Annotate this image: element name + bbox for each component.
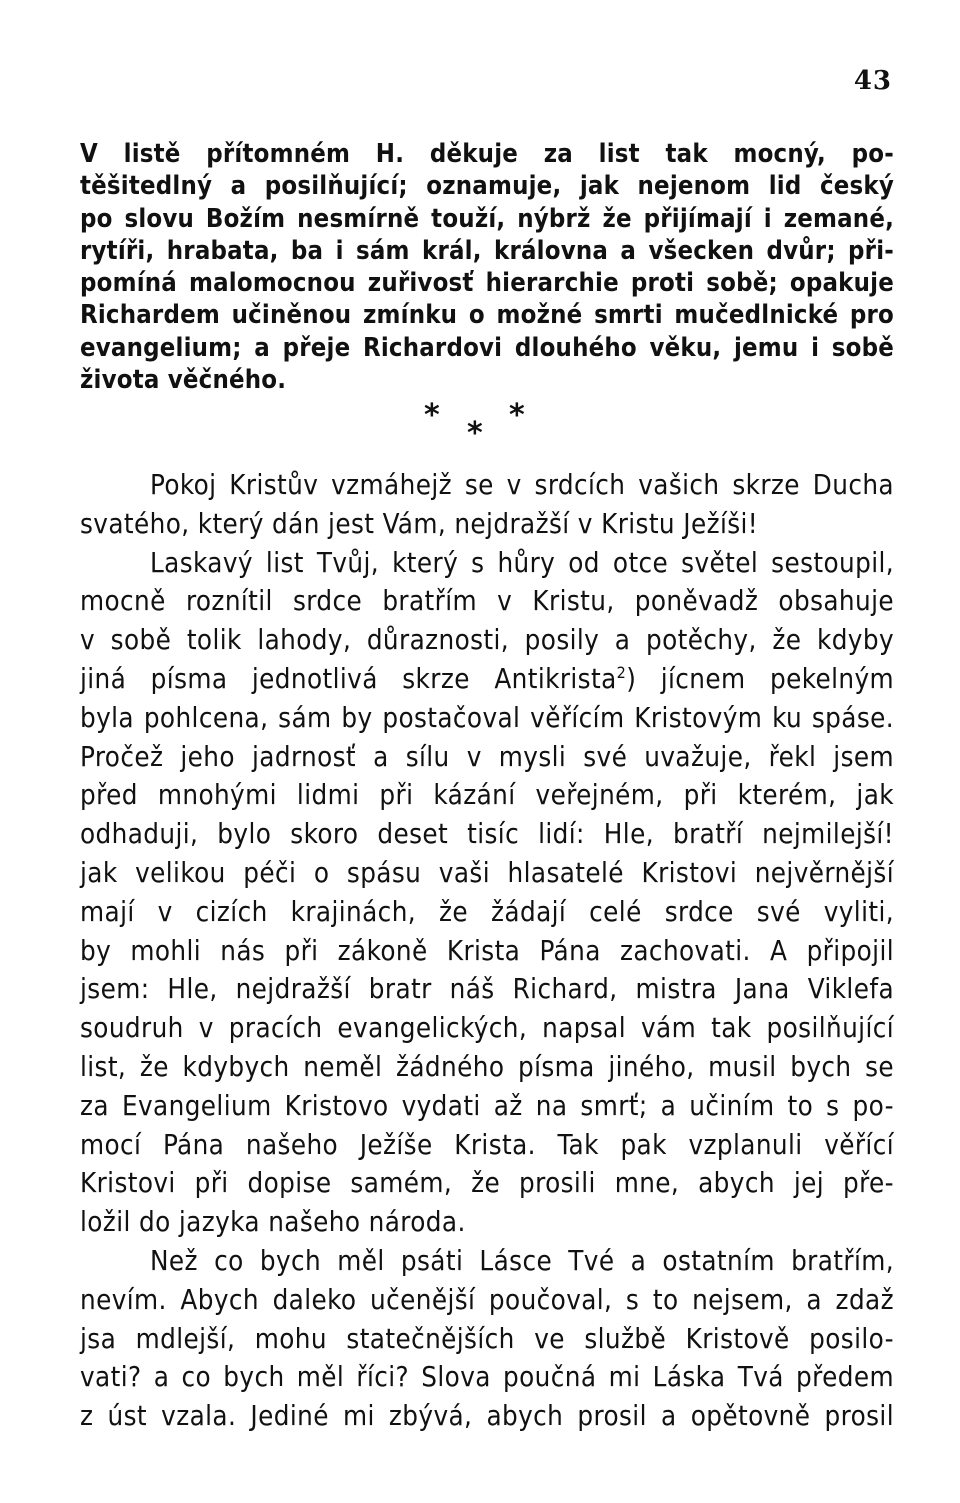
page-number: 43 [853,66,892,96]
body-line: jsa mdlejší, mohu statečnějších ve službě Kristově posilo- [80,1322,894,1355]
body-line: před mnohými lidmi při kázání veřejném, při kterém, jak [80,779,894,812]
body-line: odhaduji, bylo skoro deset tisíc lidí: Hle, bratří nejmilejší! [80,818,894,851]
summary-line: po slovu Božím nesmírně touží, nýbrž že přijímají i zemané, [80,203,894,234]
body-line: byla pohlcena, sám by postačoval věřícím Kristovým ku spáse. [80,701,894,734]
body-line: Laskavý list Tvůj, který s hůry od otce světel sestoupil, [150,546,894,579]
body-line: mocně roznítil srdce bratřím v Kristu, poněvadž obsahuje [80,585,894,618]
body-line-head: jiná písma jednotlivá skrze Antikrista [80,662,617,695]
summary-line: těšitedlný a posilňující; oznamuje, jak nejenom lid český [80,171,894,202]
body-line: by mohli nás při zákoně Krista Pána zachovati. A připojil [80,934,894,967]
asterisk: * [467,416,483,451]
body-line-with-footnote [80,660,894,699]
asterisk: * [509,398,525,433]
body-line: mocí Pána našeho Ježíše Krista. Tak pak vzplanuli věřící [80,1128,894,1161]
footnote-marker[interactable]: 2 [616,662,627,682]
summary-line: evangelium; a přeje Richardovi dlouhého věku, jemu i sobě [80,332,894,363]
body-line: Než co bych měl psáti Lásce Tvé a ostatním bratřím, [150,1244,894,1277]
body-line: ložil do jazyka našeho národa. [80,1206,466,1239]
body-line: vati? a co bych měl říci? Slova poučná mi Láska Tvá předem [80,1361,894,1394]
body-line: Pročež jeho jadrnosť a sílu v mysli své uvažuje, řekl jsem [80,740,894,773]
body-line: za Evangelium Kristovo vydati až na smrť; a učiním to s po- [80,1089,894,1122]
body-line-tail: ) jícnem pekelným [626,662,895,695]
body-line: soudruh v pracích evangelických, napsal vám tak posilňující [80,1012,894,1045]
body-line: jsem: Hle, nejdražší bratr náš Richard, mistra Jana Viklefa [80,973,894,1006]
body-line: v sobě tolik lahody, důraznosti, posily a potěchy, že kdyby [80,624,894,657]
body-line: Pokoj Kristův vzmáhejž se v srdcích vašich skrze Ducha [150,469,894,501]
body-line: z úst vzala. Jediné mi zbývá, abych prosil a opětovně prosil [80,1400,894,1433]
summary-line: pomíná malomocnou zuřivosť hierarchie proti sobě; opakuje [80,268,894,299]
body-line: mají v cizích krajinách, že žádají celé srdce své vyliti, [80,895,894,928]
body-line: jak velikou péči o spásu vaši hlasatelé Kristovi nejvěrnější [80,856,894,889]
summary-line: Richardem učiněnou zmínku o možné smrti mučedlnické pro [80,300,894,331]
letter-summary [80,138,894,396]
summary-line: V listě přítomném H. děkuje za list tak mocný, po- [80,139,894,169]
body-line: svatého, který dán jest Vám, nejdražší v Kristu Ježíši! [80,507,759,540]
summary-line: rytíři, hrabata, ba i sám král, královna a všecken dvůr; při- [80,235,894,266]
asterisk: * [424,398,440,433]
body-line: nevím. Abych daleko učenější poučoval, s to nejsem, a zdaž [80,1283,894,1316]
summary-line: života věčného. [80,365,287,396]
body-line: Kristovi při dopise samém, že prosili mne, abych jej pře- [80,1167,894,1200]
letter-body [80,466,894,1436]
body-line: list, že kdybych neměl žádného písma jiného, musil bych se [80,1050,894,1083]
asterism-divider [0,398,960,451]
